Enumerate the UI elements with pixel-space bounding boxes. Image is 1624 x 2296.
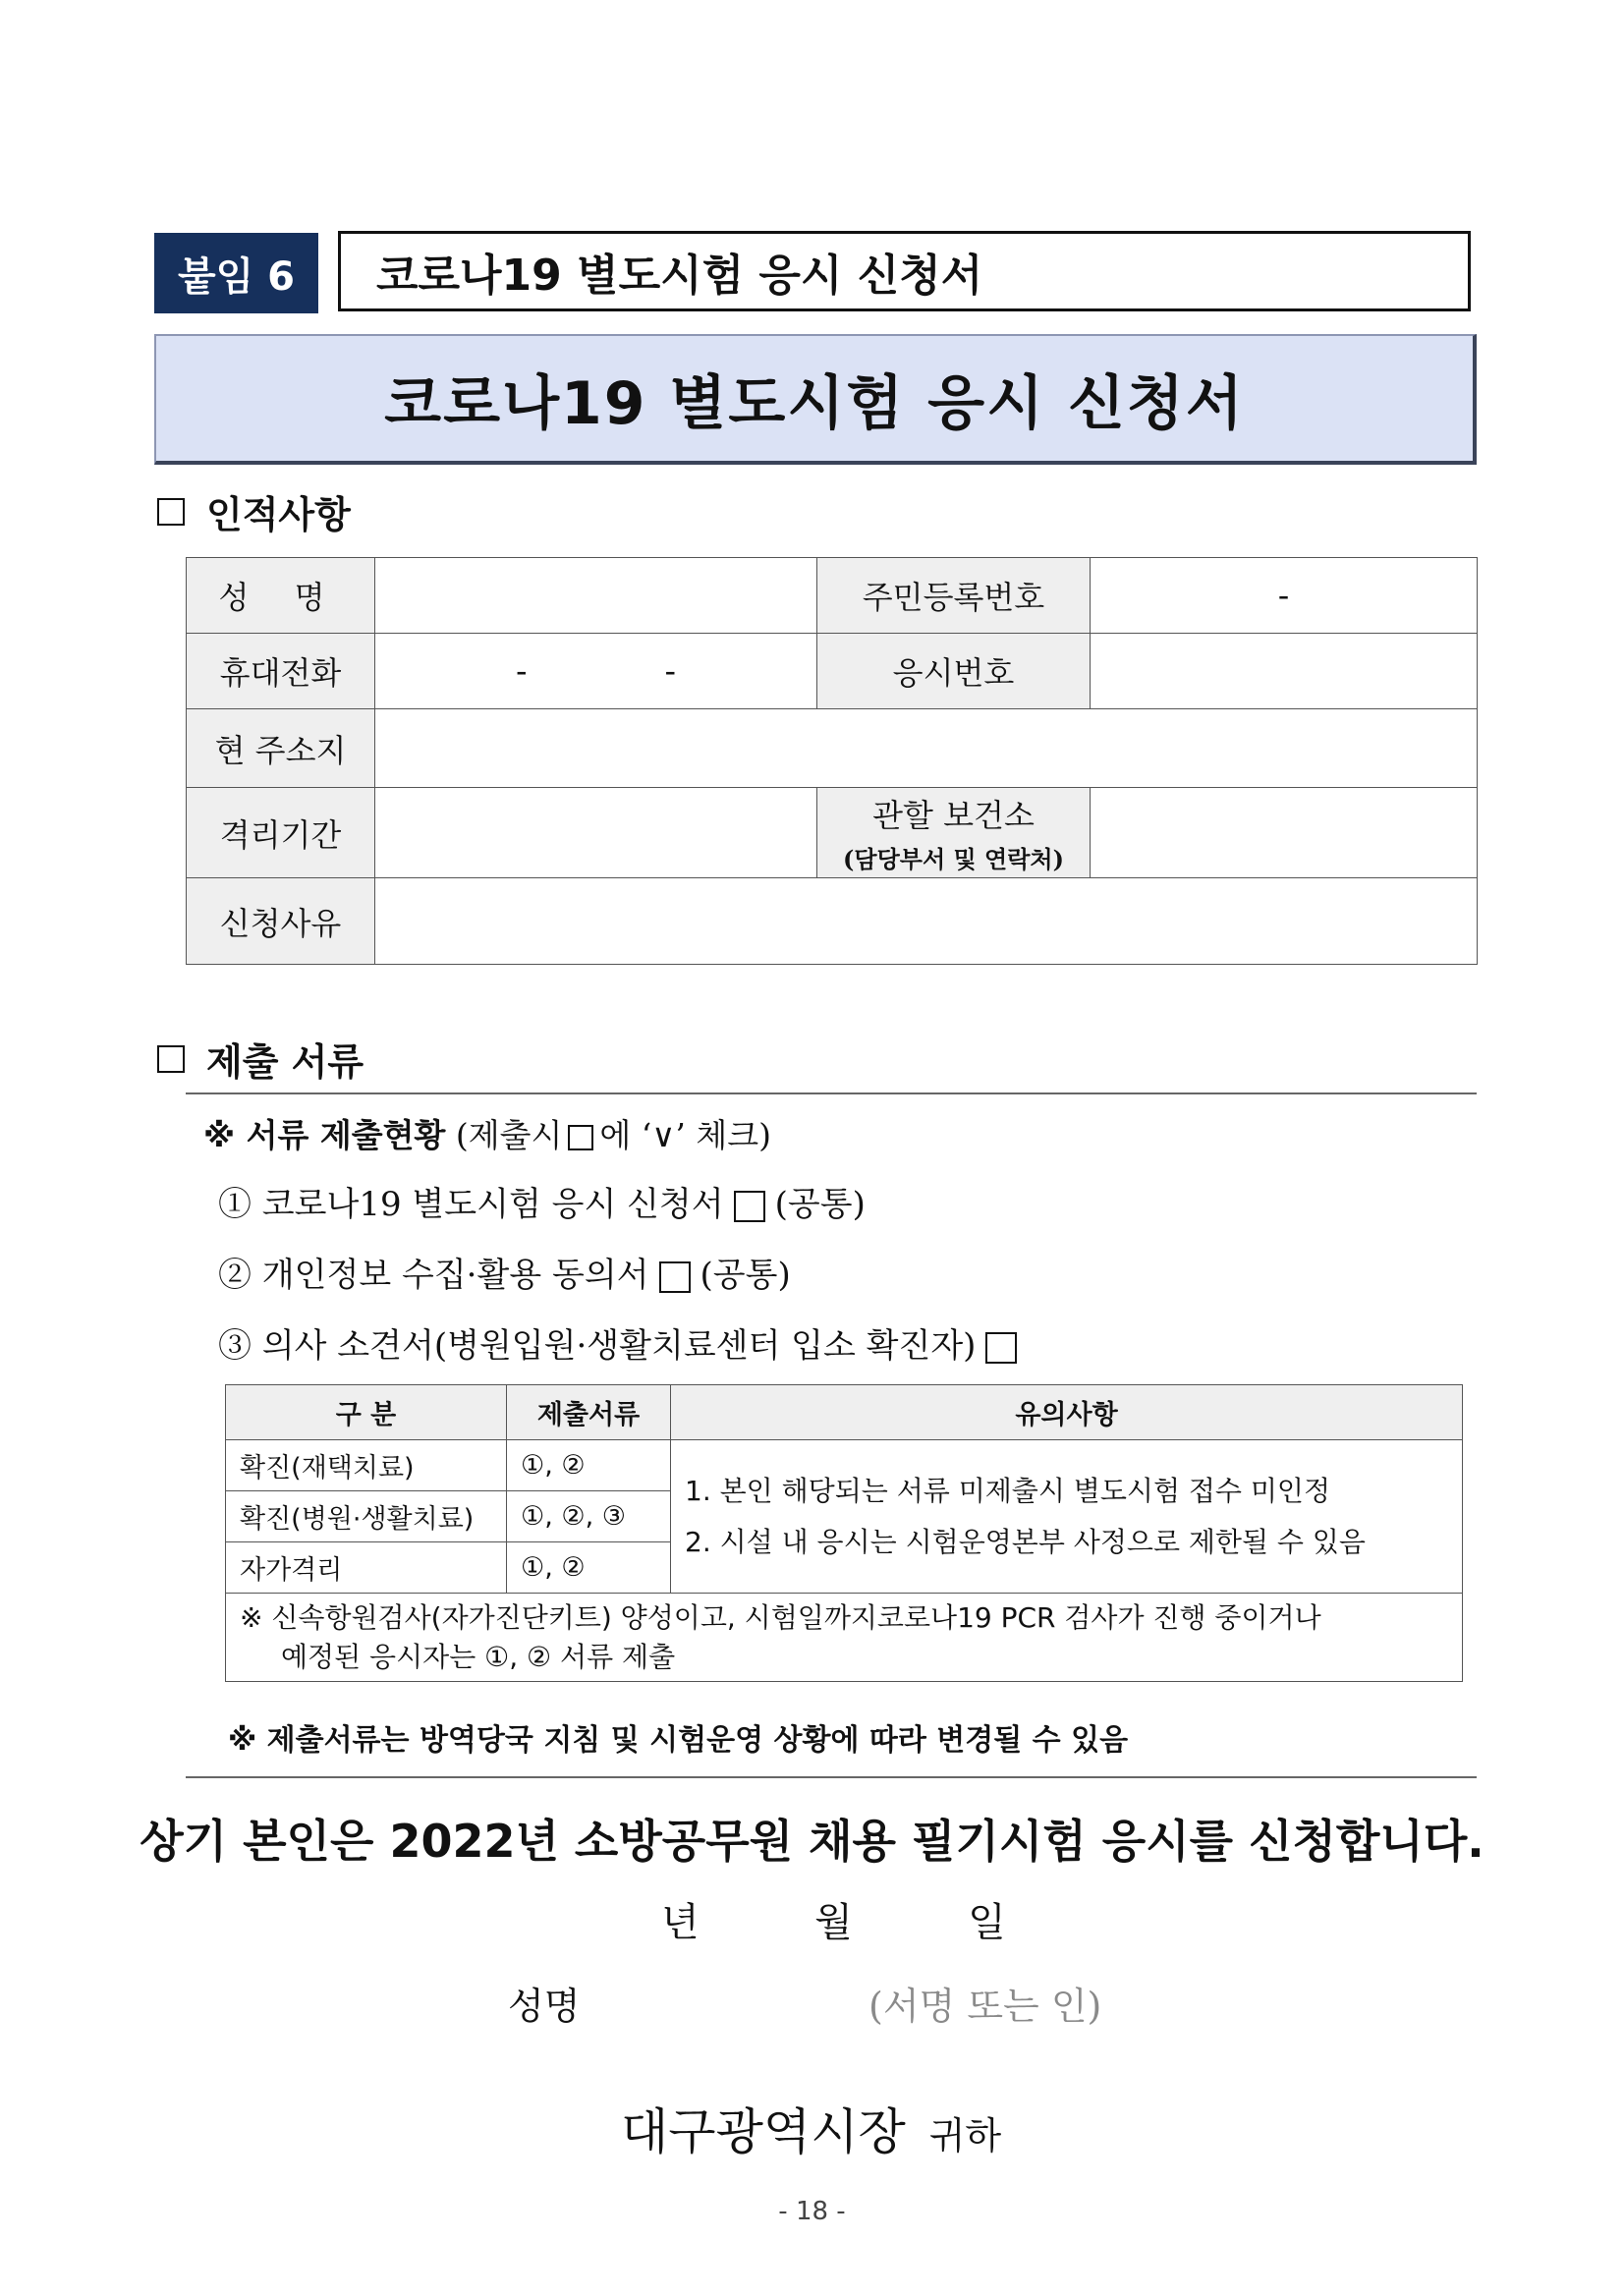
page-number: - 18 - (778, 2197, 846, 2226)
table-row-category: 확진(재택치료) (226, 1440, 507, 1491)
exam-number-label: 응시번호 (817, 634, 1091, 709)
quarantine-period-label: 격리기간 (187, 788, 375, 878)
attachment-tag: 붙임 6 (154, 233, 318, 313)
year-label: 년 (661, 1900, 700, 1945)
table-row-docs: ①, ② (507, 1542, 671, 1594)
name-label: 성 명 (187, 558, 375, 634)
section-documents (157, 1032, 364, 1086)
header-title: 코로나19 별도시험 응시 신청서 (338, 231, 1471, 311)
table-row-category: 확진(병원·생활치료) (226, 1491, 507, 1542)
date-line (661, 1891, 1006, 1947)
doc2-line: ② 개인정보 수집·활용 동의서 (공통) (218, 1256, 791, 1295)
doc1-line: ① 코로나19 별도시험 응시 신청서 (공통) (218, 1185, 866, 1224)
change-notice: ※ 제출서류는 방역당국 지침 및 시험운영 상황에 따라 변경될 수 있음 (228, 1723, 1129, 1758)
quarantine-period-field[interactable] (375, 788, 817, 878)
phone-label: 휴대전화 (187, 634, 375, 709)
name-field[interactable] (375, 558, 817, 634)
square-bullet-icon (157, 498, 185, 526)
personal-info-table (186, 557, 1478, 965)
document-status-line: ※ 서류 제출현황 (제출시 에 ‘∨’ 체크) (203, 1116, 771, 1154)
checkbox-icon (568, 1125, 593, 1150)
health-center-label: 관할 보건소 (담당부서 및 연락처) (817, 788, 1091, 878)
reason-field[interactable] (375, 878, 1478, 965)
form-title-banner: 코로나19 별도시험 응시 신청서 (154, 334, 1477, 465)
exam-number-field[interactable] (1091, 634, 1478, 709)
divider (186, 1776, 1477, 1778)
documents-table (225, 1384, 1463, 1682)
rrn-label: 주민등록번호 (817, 558, 1091, 634)
footnote-cell: ※ 신속항원검사(자가진단키트) 양성이고, 시험일까지코로나19 PCR 검사가 진행 중이거나 예정된 응시자는 ①, ② 서류 제출 (226, 1594, 1463, 1682)
day-label: 일 (968, 1900, 1006, 1945)
section-personal-info (157, 484, 351, 538)
address-label: 현 주소지 (187, 709, 375, 788)
doc3-line: ③ 의사 소견서(병원입원·생활치료센터 입소 확진자) (218, 1318, 1027, 1367)
table-row-docs: ①, ②, ③ (507, 1491, 671, 1542)
col-header-documents: 제출서류 (507, 1385, 671, 1440)
table-row-category: 자가격리 (226, 1542, 507, 1594)
doc3-checkbox[interactable] (985, 1332, 1017, 1364)
signature-label: 성명 (508, 1985, 581, 2028)
section-title: 인적사항 (206, 493, 351, 536)
section-title: 제출 서류 (206, 1040, 364, 1084)
health-center-field[interactable] (1091, 788, 1478, 878)
address-field[interactable] (375, 709, 1478, 788)
notes-cell: 1. 본인 해당되는 서류 미제출시 별도시험 접수 미인정 2. 시설 내 응시는 시험운영본부 사정으로 제한될 수 있음 (671, 1440, 1463, 1594)
declaration-text: 상기 본인은 2022년 소방공무원 채용 필기시험 응시를 신청합니다. (140, 1815, 1484, 1868)
phone-field[interactable]: - - (375, 634, 817, 709)
doc2-checkbox[interactable] (659, 1261, 691, 1293)
signature-hint: (서명 또는 인) (868, 1985, 1102, 2028)
month-label: 월 (814, 1900, 853, 1945)
reason-label: 신청사유 (187, 878, 375, 965)
rrn-field[interactable]: - (1091, 558, 1478, 634)
doc1-checkbox[interactable] (734, 1191, 765, 1222)
col-header-category: 구 분 (226, 1385, 507, 1440)
col-header-notes: 유의사항 (671, 1385, 1463, 1440)
divider (186, 1092, 1477, 1094)
addressee: 대구광역시장 귀하 (621, 2103, 1002, 2160)
square-bullet-icon (157, 1045, 185, 1073)
table-row-docs: ①, ② (507, 1440, 671, 1491)
